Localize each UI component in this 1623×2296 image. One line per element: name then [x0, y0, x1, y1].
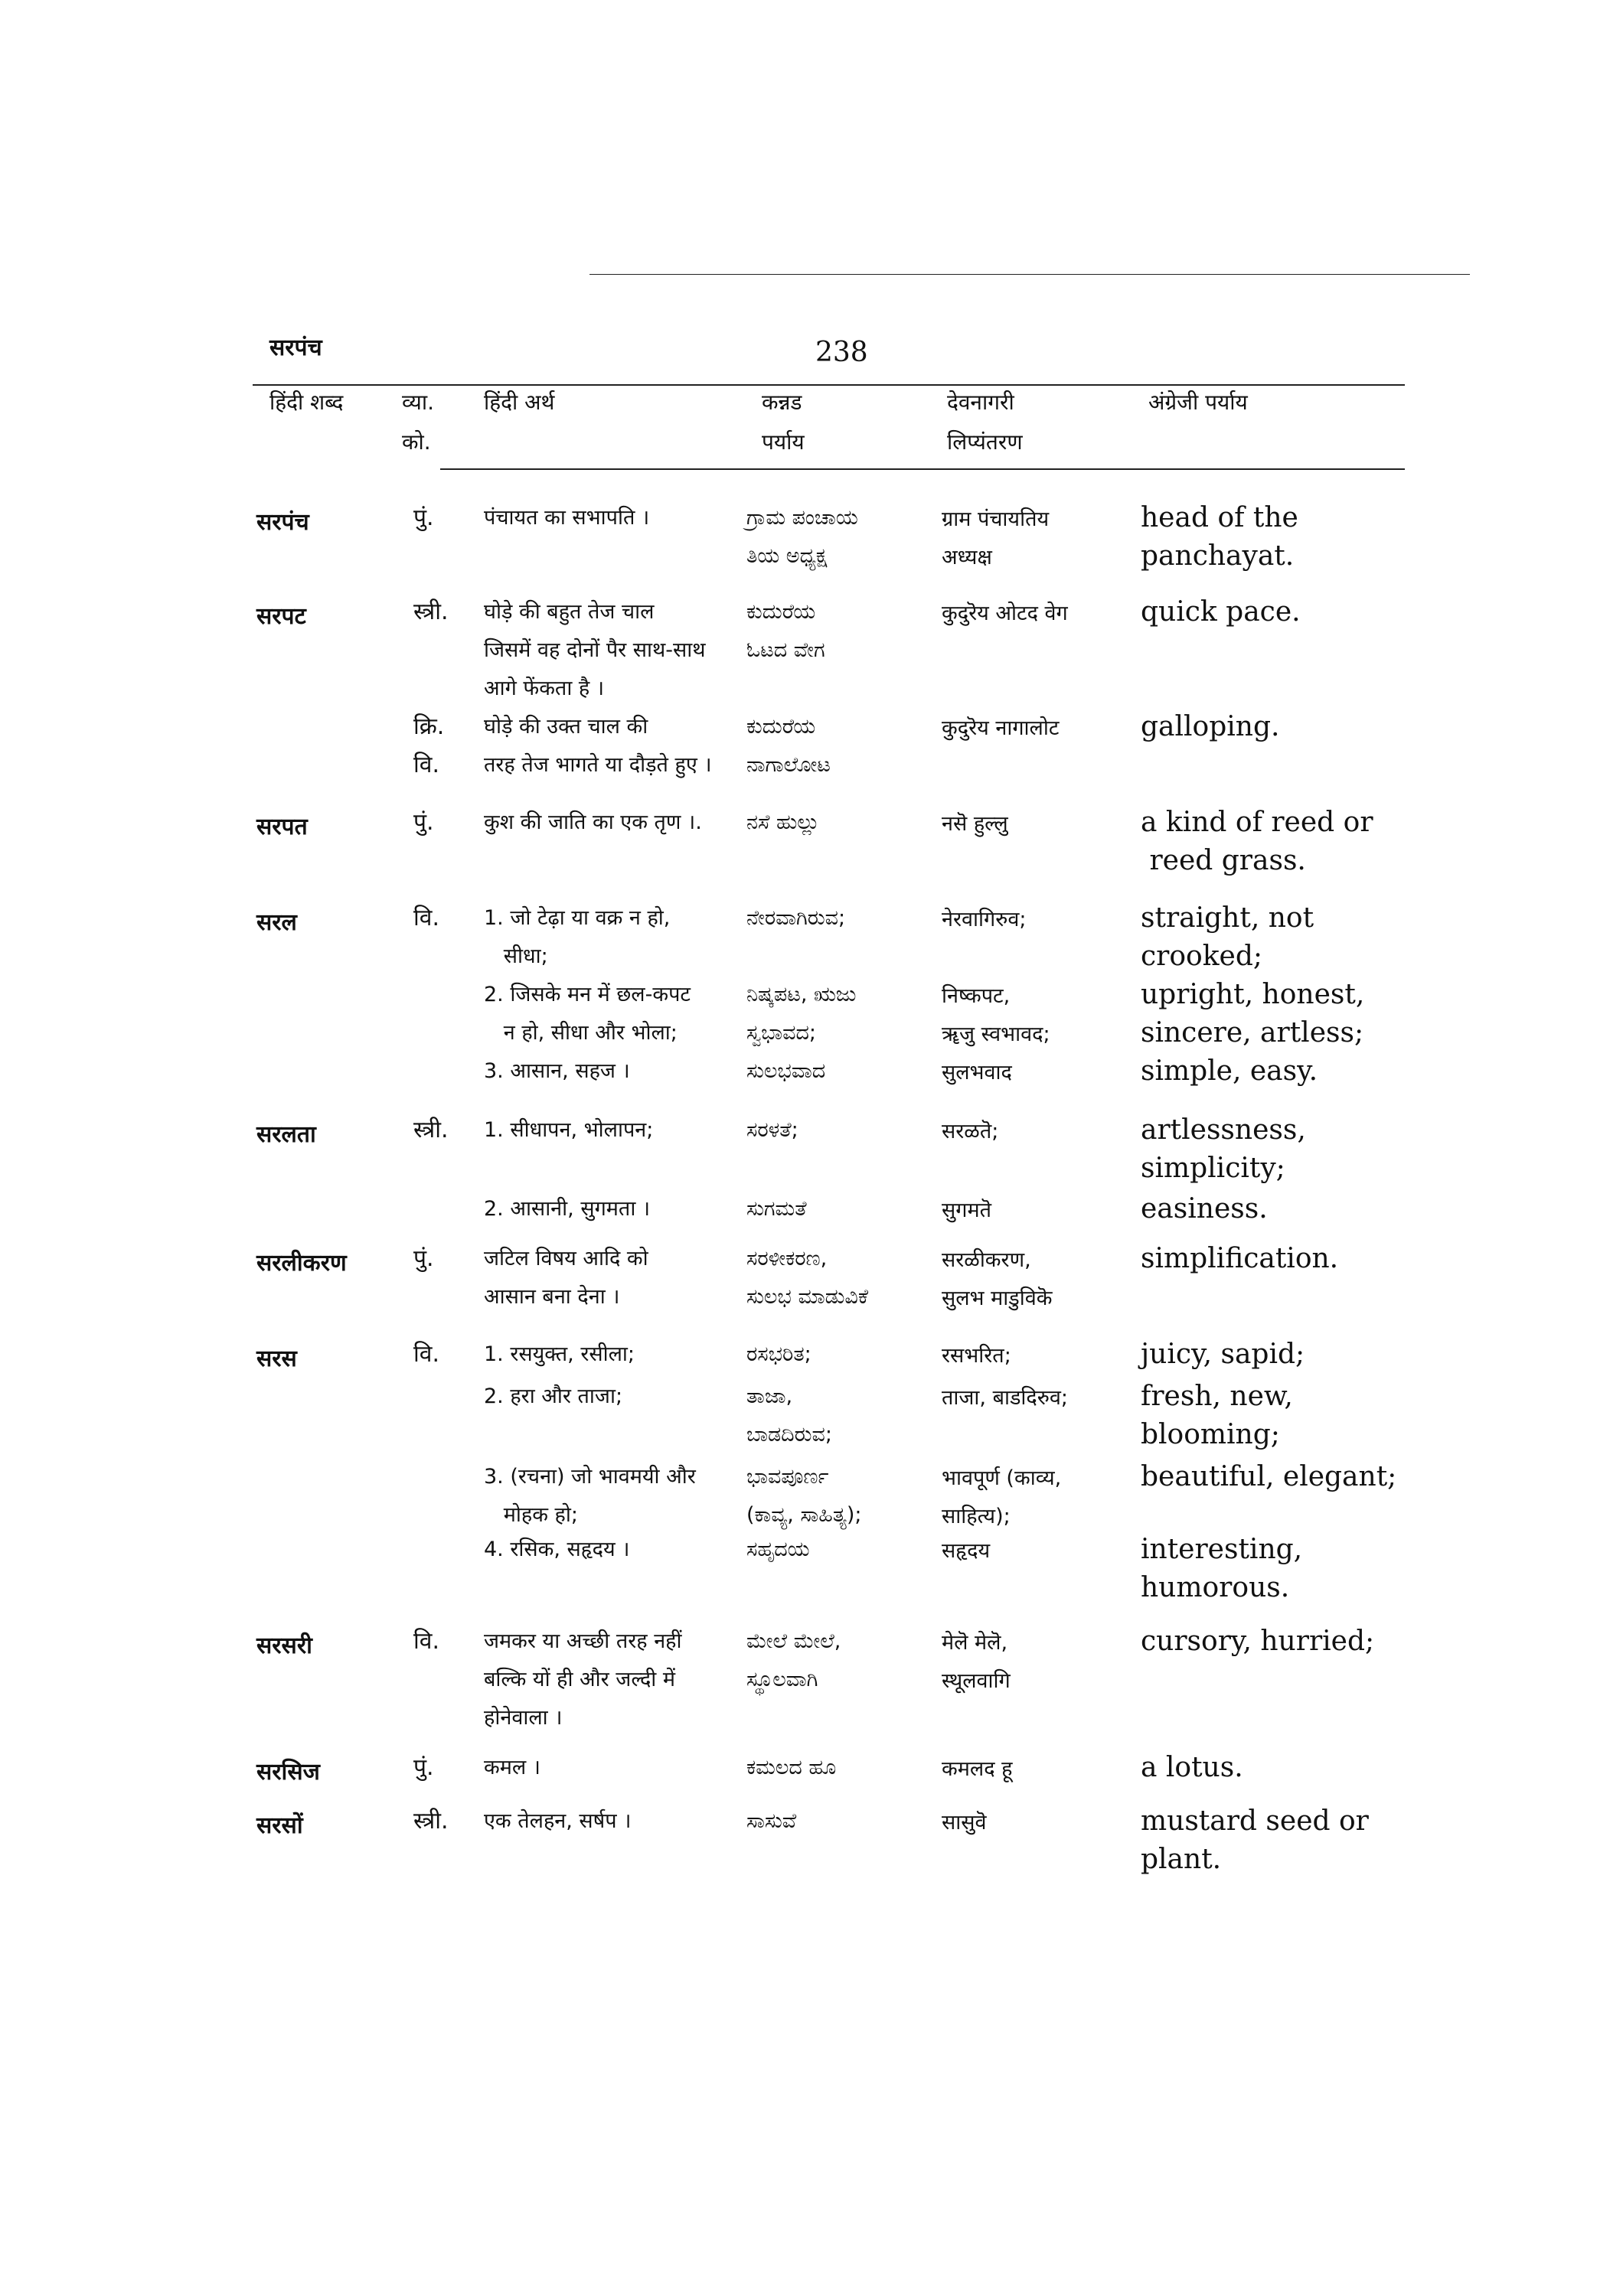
- english-equivalent-line: simplification.: [1141, 1243, 1339, 1274]
- hindi-meaning-line: घोड़े की बहुत तेज चाल: [484, 600, 655, 624]
- grammar-label-line: वि.: [413, 752, 439, 778]
- headword: सरस: [256, 1345, 297, 1372]
- col-header-grammar: [402, 383, 434, 462]
- grammar-label: [413, 1749, 434, 1787]
- devanagari-transliteration: [942, 1337, 1011, 1375]
- kannada-equivalent-line: ಸಾಸುವೆ: [746, 1809, 797, 1833]
- hindi-meaning: [484, 1336, 635, 1374]
- devanagari-transliteration-line: कमलद हू: [942, 1757, 1013, 1781]
- kannada-equivalent: [746, 1623, 841, 1699]
- devanagari-transliteration: [942, 1624, 1011, 1701]
- hindi-meaning: [484, 976, 691, 1052]
- devanagari-transliteration-line: सरळतॆ;: [942, 1120, 999, 1143]
- col-header-devanagari: [947, 383, 1023, 462]
- kannada-equivalent: [746, 1190, 807, 1228]
- grammar-label: [413, 804, 434, 842]
- grammar-label-line: स्त्री.: [413, 598, 449, 625]
- guide-word: सरपंच: [269, 334, 322, 361]
- devanagari-transliteration: [942, 501, 1049, 577]
- english-equivalent-line: crooked;: [1141, 941, 1263, 972]
- kannada-equivalent-line: ಸರಳೀಕರಣ,: [746, 1247, 828, 1270]
- devanagari-transliteration-line: ॠजु स्वभावद;: [942, 1022, 1050, 1046]
- hindi-meaning-line: बल्कि यों ही और जल्दी में: [484, 1668, 676, 1691]
- english-equivalent: [1141, 976, 1364, 1052]
- english-equivalent: [1141, 1531, 1302, 1607]
- english-equivalent-line: plant.: [1141, 1844, 1222, 1875]
- hindi-meaning-line: 4. रसिक, सहृदय ।: [484, 1538, 630, 1561]
- col-header-hindi-word: हिंदी शब्द: [269, 390, 344, 415]
- devanagari-transliteration-line: सरळीकरण,: [942, 1248, 1031, 1272]
- english-equivalent: [1141, 804, 1373, 880]
- english-equivalent-line: mustard seed or: [1141, 1805, 1369, 1837]
- kannada-equivalent-line: ಸರಳತೆ;: [746, 1118, 798, 1142]
- english-equivalent: [1141, 1240, 1338, 1278]
- english-equivalent-line: simple, easy.: [1141, 1055, 1318, 1087]
- hindi-meaning: [484, 1378, 622, 1416]
- english-equivalent-line: humorous.: [1141, 1572, 1290, 1603]
- devanagari-transliteration: [942, 977, 1050, 1054]
- col-header-kannada-line: कन्नड: [762, 390, 802, 415]
- english-equivalent-line: fresh, new,: [1141, 1381, 1293, 1412]
- kannada-equivalent-line: ಓಟದ ವೇಗ: [746, 638, 825, 662]
- top-rule: [589, 274, 1470, 275]
- col-header-devanagari-line: देवनागरी: [947, 390, 1014, 415]
- kannada-equivalent: [746, 499, 858, 576]
- english-equivalent-line: quick pace.: [1141, 596, 1301, 628]
- headword: सरलता: [256, 1121, 316, 1148]
- kannada-equivalent-line: (ಕಾವ್ಯ, ಸಾಹಿತ್ಯ);: [746, 1503, 862, 1527]
- kannada-equivalent-line: ಸುಗಮತೆ: [746, 1197, 807, 1221]
- hindi-meaning: [484, 1749, 540, 1787]
- hindi-meaning-line: एक तेलहन, सर्षप ।: [484, 1809, 632, 1833]
- kannada-equivalent-line: ಬಾಡದಿರುವ;: [746, 1423, 832, 1446]
- grammar-label: [413, 1111, 449, 1150]
- hindi-meaning: [484, 499, 649, 537]
- hindi-meaning-line: 3. (रचना) जो भावमयी और: [484, 1465, 696, 1489]
- english-equivalent-line: reed grass.: [1141, 845, 1306, 876]
- hindi-meaning-line: कमल ।: [484, 1756, 541, 1779]
- hindi-meaning-line: 2. हरा और ताजा;: [484, 1384, 623, 1408]
- devanagari-transliteration: [942, 901, 1026, 939]
- devanagari-transliteration-line: सहृदय: [942, 1539, 991, 1563]
- english-equivalent: [1141, 1458, 1396, 1496]
- hindi-meaning: [484, 1531, 629, 1569]
- hindi-meaning: [484, 1190, 650, 1228]
- kannada-equivalent: [746, 1336, 812, 1374]
- hindi-meaning-line: कुश की जाति का एक तृण ।.: [484, 810, 702, 834]
- kannada-equivalent-line: ಕಮಲದ ಹೂ: [746, 1756, 837, 1779]
- hindi-meaning-line: आसान बना देना ।: [484, 1285, 620, 1309]
- english-equivalent: [1141, 1111, 1306, 1188]
- col-header-grammar-line: को.: [402, 429, 431, 455]
- grammar-label-line: पुं.: [413, 1754, 434, 1781]
- headword: सरसों: [256, 1812, 303, 1839]
- hindi-meaning-line: मोहक हो;: [484, 1503, 578, 1527]
- header-bottom-rule: [440, 468, 1405, 470]
- grammar-label-line: पुं.: [413, 1245, 434, 1272]
- grammar-label-line: पुं.: [413, 809, 434, 836]
- devanagari-transliteration-line: कुदुरॆय नागालोट: [942, 716, 1060, 740]
- kannada-equivalent-line: ಮೇಲೆ ಮೇಲೆ,: [746, 1629, 841, 1653]
- english-equivalent-line: blooming;: [1141, 1419, 1280, 1450]
- hindi-meaning-line: होनेवाला ।: [484, 1706, 563, 1730]
- english-equivalent: [1141, 1623, 1374, 1661]
- english-equivalent: [1141, 499, 1298, 576]
- devanagari-transliteration-line: निष्कपट,: [942, 984, 1011, 1008]
- english-equivalent-line: a kind of reed or: [1141, 807, 1373, 838]
- kannada-equivalent: [746, 708, 831, 784]
- kannada-equivalent-line: ಭಾವಪೂರ್ಣ: [746, 1465, 829, 1489]
- english-equivalent-line: cursory, hurried;: [1141, 1626, 1375, 1657]
- hindi-meaning: [484, 804, 702, 842]
- kannada-equivalent-line: ನೇರವಾಗಿರುವ;: [746, 906, 846, 930]
- english-equivalent-line: simplicity;: [1141, 1153, 1285, 1184]
- hindi-meaning: [484, 1240, 648, 1316]
- kannada-equivalent: [746, 1802, 796, 1841]
- grammar-label: [413, 1336, 439, 1374]
- devanagari-transliteration: [942, 1804, 987, 1842]
- kannada-equivalent: [746, 1240, 868, 1316]
- hindi-meaning-line: सीधा;: [484, 944, 548, 968]
- kannada-equivalent: [746, 976, 857, 1052]
- kannada-equivalent-line: ಸುಲಭವಾದ: [746, 1059, 826, 1083]
- kannada-equivalent-line: ಸಹೃದಯ: [746, 1538, 810, 1561]
- devanagari-transliteration-line: ग्राम पंचायतिय: [942, 507, 1050, 531]
- devanagari-transliteration: [942, 805, 1008, 843]
- devanagari-transliteration-line: मेलॆ मेलॆ,: [942, 1631, 1008, 1655]
- kannada-equivalent-line: ರಸಭರಿತ;: [746, 1342, 812, 1366]
- grammar-label: [413, 499, 434, 537]
- devanagari-transliteration: [942, 1379, 1068, 1417]
- devanagari-transliteration-line: अध्यक्ष: [942, 546, 992, 569]
- kannada-equivalent: [746, 1749, 836, 1787]
- hindi-meaning: [484, 1111, 653, 1150]
- hindi-meaning-line: जिसमें वह दोनों पैर साथ-साथ: [484, 638, 706, 662]
- col-header-kannada-line: पर्याय: [762, 429, 805, 455]
- page-number: 238: [815, 337, 868, 368]
- english-equivalent: [1141, 1052, 1318, 1091]
- grammar-label-line: वि.: [413, 1628, 439, 1655]
- devanagari-transliteration: [942, 1241, 1052, 1318]
- english-equivalent: [1141, 1190, 1268, 1228]
- devanagari-transliteration-line: ताजा, बाडदिरुव;: [942, 1386, 1069, 1410]
- english-equivalent-line: interesting,: [1141, 1534, 1303, 1565]
- grammar-label-line: वि.: [413, 905, 439, 931]
- english-equivalent-line: juicy, sapid;: [1141, 1339, 1305, 1370]
- hindi-meaning-line: पंचायत का सभापति ।: [484, 506, 650, 530]
- english-equivalent: [1141, 1378, 1293, 1454]
- hindi-meaning-line: 3. आसान, सहज ।: [484, 1059, 630, 1083]
- english-equivalent-line: a lotus.: [1141, 1752, 1243, 1783]
- english-equivalent-line: sincere, artless;: [1141, 1017, 1364, 1049]
- english-equivalent-line: upright, honest,: [1141, 979, 1365, 1010]
- kannada-equivalent-line: ತಾಜಾ,: [746, 1384, 793, 1408]
- hindi-meaning-line: 1. सीधापन, भोलापन;: [484, 1118, 654, 1142]
- hindi-meaning-line: 2. जिसके मन में छल-कपट: [484, 983, 691, 1006]
- col-header-devanagari-line: लिप्यंतरण: [947, 429, 1023, 455]
- grammar-label: [413, 899, 439, 938]
- devanagari-transliteration: [942, 1532, 990, 1570]
- kannada-equivalent-line: ನಿಷ್ಕಪಟ, ಋಜು: [746, 983, 857, 1006]
- headword: सरसरी: [256, 1632, 312, 1659]
- english-equivalent: [1141, 899, 1314, 976]
- headword: सरपंच: [256, 509, 309, 536]
- headword: सरपट: [256, 603, 306, 630]
- kannada-equivalent: [746, 1378, 832, 1454]
- hindi-meaning-line: आगे फेंकता है ।: [484, 677, 605, 700]
- col-header-english: अंग्रेजी पर्याय: [1148, 390, 1248, 415]
- kannada-equivalent-line: ತಿಯ ಅಧ್ಯಕ್ಷ: [746, 544, 828, 568]
- english-equivalent: [1141, 593, 1301, 631]
- kannada-equivalent-line: ನಸೆ ಹುಲ್ಲು: [746, 810, 820, 834]
- grammar-label-line: वि.: [413, 1341, 439, 1368]
- kannada-equivalent-line: ಸ್ಥೂಲವಾಗಿ: [746, 1668, 818, 1691]
- english-equivalent-line: artlessness,: [1141, 1114, 1306, 1146]
- devanagari-transliteration: [942, 1459, 1061, 1536]
- english-equivalent: [1141, 708, 1279, 746]
- devanagari-transliteration-line: सासुवॆ: [942, 1811, 987, 1835]
- hindi-meaning: [484, 1458, 696, 1534]
- devanagari-transliteration-line: रसभरित;: [942, 1344, 1011, 1368]
- devanagari-transliteration: [942, 1750, 1012, 1789]
- devanagari-transliteration-line: सुलभ माडुविकॆ: [942, 1287, 1053, 1310]
- english-equivalent-line: straight, not: [1141, 902, 1314, 934]
- english-equivalent-line: head of the: [1141, 502, 1298, 533]
- english-equivalent-line: beautiful, elegant;: [1141, 1461, 1397, 1492]
- english-equivalent-line: galloping.: [1141, 711, 1280, 742]
- kannada-equivalent-line: ಸುಲಭ ಮಾಡುವಿಕೆ: [746, 1285, 869, 1309]
- grammar-label: [413, 708, 444, 784]
- grammar-label: [413, 1802, 449, 1841]
- col-header-hindi-meaning: हिंदी अर्थ: [484, 390, 555, 415]
- devanagari-transliteration: [942, 1192, 991, 1230]
- headword: सरल: [256, 909, 297, 936]
- kannada-equivalent-line: ನಾಗಾಲೋಟ: [746, 753, 831, 777]
- kannada-equivalent: [746, 1458, 862, 1534]
- hindi-meaning-line: घोड़े की उक्त चाल की: [484, 715, 648, 739]
- devanagari-transliteration: [942, 709, 1059, 748]
- hindi-meaning: [484, 708, 712, 784]
- kannada-equivalent: [746, 1111, 798, 1150]
- hindi-meaning: [484, 1052, 630, 1091]
- grammar-label: [413, 593, 449, 631]
- col-header-grammar-line: व्या.: [402, 390, 434, 415]
- english-equivalent-line: easiness.: [1141, 1193, 1268, 1225]
- hindi-meaning: [484, 1623, 682, 1737]
- kannada-equivalent: [746, 804, 820, 842]
- grammar-label: [413, 1623, 439, 1661]
- kannada-equivalent: [746, 899, 845, 938]
- hindi-meaning: [484, 899, 670, 976]
- hindi-meaning-line: न हो, सीधा और भोला;: [484, 1021, 678, 1045]
- headword: सरपत: [256, 814, 308, 840]
- devanagari-transliteration-line: सुगमतॆ: [942, 1199, 991, 1222]
- hindi-meaning-line: तरह तेज भागते या दौड़ते हुए ।: [484, 753, 712, 777]
- hindi-meaning-line: जटिल विषय आदि को: [484, 1247, 648, 1270]
- devanagari-transliteration: [942, 1054, 1012, 1092]
- devanagari-transliteration-line: नसॆ हुल्लु: [942, 812, 1008, 836]
- kannada-equivalent: [746, 1531, 810, 1569]
- english-equivalent-line: panchayat.: [1141, 540, 1295, 572]
- grammar-label: [413, 1240, 434, 1278]
- grammar-label-line: स्त्री.: [413, 1117, 449, 1143]
- headword: सरसिज: [256, 1759, 320, 1786]
- grammar-label-line: स्त्री.: [413, 1808, 449, 1835]
- kannada-equivalent: [746, 1052, 825, 1091]
- devanagari-transliteration-line: स्थूलवागि: [942, 1669, 1011, 1693]
- grammar-label-line: पुं.: [413, 504, 434, 531]
- hindi-meaning-line: जमकर या अच्छी तरह नहीं: [484, 1629, 682, 1653]
- devanagari-transliteration-line: भावपूर्ण (काव्य,: [942, 1466, 1062, 1490]
- kannada-equivalent-line: ಗ್ರಾಮ ಪಂಚಾಯ: [746, 506, 858, 530]
- devanagari-transliteration-line: नेरवागिरुव;: [942, 908, 1027, 931]
- kannada-equivalent-line: ಕುದುರೆಯ: [746, 715, 816, 739]
- hindi-meaning: [484, 1802, 631, 1841]
- kannada-equivalent-line: ಸ್ವಭಾವದ;: [746, 1021, 817, 1045]
- english-equivalent: [1141, 1749, 1243, 1787]
- hindi-meaning-line: 2. आसानी, सुगमता ।: [484, 1197, 651, 1221]
- grammar-label-line: क्रि.: [413, 713, 445, 740]
- col-header-kannada: [762, 383, 805, 462]
- kannada-equivalent: [746, 593, 825, 670]
- devanagari-transliteration-line: कुदुरॆय ओटद वेग: [942, 602, 1068, 625]
- english-equivalent: [1141, 1336, 1305, 1374]
- hindi-meaning-line: 1. जो टेढ़ा या वक्र न हो,: [484, 906, 671, 930]
- devanagari-transliteration-line: सुलभवाद: [942, 1061, 1012, 1084]
- devanagari-transliteration: [942, 595, 1068, 633]
- kannada-equivalent-line: ಕುದುರೆಯ: [746, 600, 816, 624]
- hindi-meaning-line: 1. रसयुक्त, रसीला;: [484, 1342, 635, 1366]
- devanagari-transliteration: [942, 1113, 998, 1151]
- english-equivalent: [1141, 1802, 1369, 1879]
- hindi-meaning: [484, 593, 706, 708]
- devanagari-transliteration-line: साहित्य);: [942, 1505, 1011, 1528]
- headword: सरलीकरण: [256, 1250, 347, 1277]
